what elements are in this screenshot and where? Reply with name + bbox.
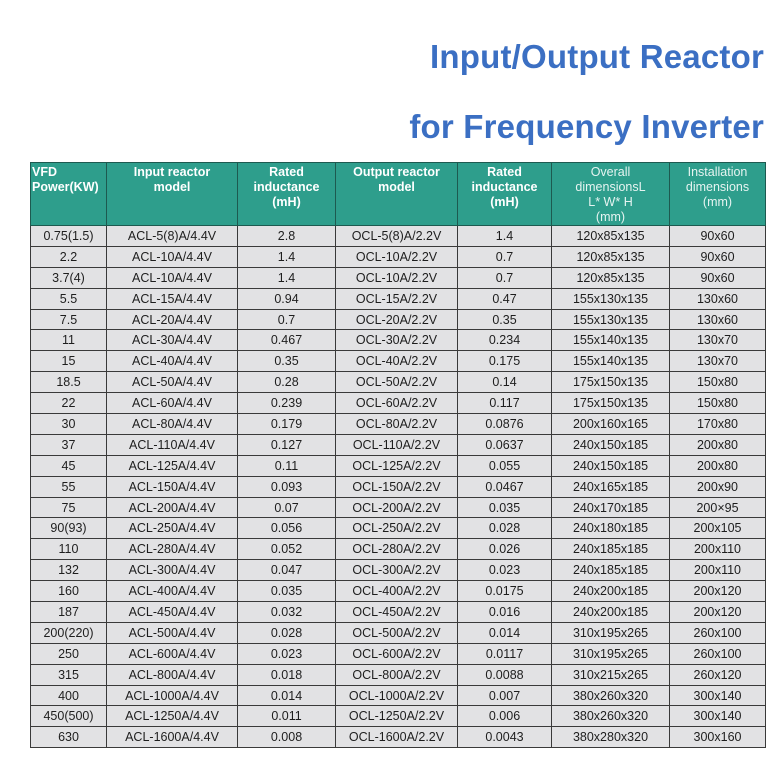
cell-output-inductance: 1.4 <box>458 226 552 247</box>
cell-input-inductance: 0.047 <box>238 560 336 581</box>
cell-input-model: ACL-80A/4.4V <box>107 414 238 435</box>
cell-output-model: OCL-600A/2.2V <box>336 643 458 664</box>
cell-input-inductance: 0.035 <box>238 581 336 602</box>
cell-installation-dimensions: 130x60 <box>670 309 766 330</box>
table-row <box>31 434 766 455</box>
cell-overall-dimensions: 310x195x265 <box>552 643 670 664</box>
cell-output-model: OCL-250A/2.2V <box>336 518 458 539</box>
cell-input-model: ACL-280A/4.4V <box>107 539 238 560</box>
table-row <box>31 288 766 309</box>
header-text: inductance <box>253 180 320 194</box>
cell-overall-dimensions: 380x260x320 <box>552 706 670 727</box>
cell-overall-dimensions: 240x165x185 <box>552 476 670 497</box>
cell-installation-dimensions: 170x80 <box>670 414 766 435</box>
cell-output-inductance: 0.007 <box>458 685 552 706</box>
cell-input-inductance: 0.014 <box>238 685 336 706</box>
cell-input-inductance: 0.11 <box>238 455 336 476</box>
cell-overall-dimensions: 120x85x135 <box>552 226 670 247</box>
table-row <box>31 727 766 748</box>
cell-output-inductance: 0.023 <box>458 560 552 581</box>
cell-installation-dimensions: 130x70 <box>670 330 766 351</box>
cell-output-inductance: 0.055 <box>458 455 552 476</box>
cell-overall-dimensions: 380x280x320 <box>552 727 670 748</box>
cell-installation-dimensions: 200x110 <box>670 539 766 560</box>
table-row <box>31 351 766 372</box>
cell-overall-dimensions: 240x185x185 <box>552 539 670 560</box>
cell-installation-dimensions: 150x80 <box>670 393 766 414</box>
cell-installation-dimensions: 200x120 <box>670 602 766 623</box>
cell-installation-dimensions: 200x90 <box>670 476 766 497</box>
cell-input-inductance: 2.8 <box>238 226 336 247</box>
cell-installation-dimensions: 130x70 <box>670 351 766 372</box>
reactor-spec-table <box>30 162 766 748</box>
cell-overall-dimensions: 155x140x135 <box>552 330 670 351</box>
cell-output-model: OCL-150A/2.2V <box>336 476 458 497</box>
table-row <box>31 267 766 288</box>
cell-installation-dimensions: 200x105 <box>670 518 766 539</box>
cell-overall-dimensions: 310x215x265 <box>552 664 670 685</box>
cell-overall-dimensions: 240x170x185 <box>552 497 670 518</box>
header-installation-dimensions <box>670 163 766 226</box>
cell-input-model: ACL-1250A/4.4V <box>107 706 238 727</box>
header-text: Rated <box>487 165 522 179</box>
cell-installation-dimensions: 300x140 <box>670 706 766 727</box>
cell-input-model: ACL-5(8)A/4.4V <box>107 226 238 247</box>
cell-input-model: ACL-450A/4.4V <box>107 602 238 623</box>
cell-vfd-power: 75 <box>31 497 107 518</box>
cell-input-inductance: 1.4 <box>238 246 336 267</box>
cell-vfd-power: 18.5 <box>31 372 107 393</box>
cell-vfd-power: 5.5 <box>31 288 107 309</box>
cell-installation-dimensions: 90x60 <box>670 226 766 247</box>
cell-input-model: ACL-15A/4.4V <box>107 288 238 309</box>
header-text: Rated <box>269 165 304 179</box>
cell-input-inductance: 0.023 <box>238 643 336 664</box>
cell-output-model: OCL-80A/2.2V <box>336 414 458 435</box>
cell-output-model: OCL-500A/2.2V <box>336 622 458 643</box>
cell-overall-dimensions: 200x160x165 <box>552 414 670 435</box>
cell-vfd-power: 90(93) <box>31 518 107 539</box>
table-row <box>31 560 766 581</box>
cell-input-inductance: 0.028 <box>238 622 336 643</box>
cell-output-inductance: 0.117 <box>458 393 552 414</box>
cell-input-model: ACL-1000A/4.4V <box>107 685 238 706</box>
cell-input-model: ACL-200A/4.4V <box>107 497 238 518</box>
table-row <box>31 497 766 518</box>
table-row <box>31 246 766 267</box>
table-row <box>31 602 766 623</box>
cell-input-model: ACL-50A/4.4V <box>107 372 238 393</box>
cell-output-inductance: 0.0876 <box>458 414 552 435</box>
cell-vfd-power: 400 <box>31 685 107 706</box>
cell-installation-dimensions: 260x100 <box>670 622 766 643</box>
cell-input-model: ACL-800A/4.4V <box>107 664 238 685</box>
table-row <box>31 393 766 414</box>
cell-installation-dimensions: 90x60 <box>670 246 766 267</box>
cell-vfd-power: 7.5 <box>31 309 107 330</box>
cell-installation-dimensions: 300x140 <box>670 685 766 706</box>
cell-input-model: ACL-60A/4.4V <box>107 393 238 414</box>
title-line-1: Input/Output Reactor <box>430 38 764 75</box>
cell-output-inductance: 0.14 <box>458 372 552 393</box>
cell-input-model: ACL-1600A/4.4V <box>107 727 238 748</box>
cell-output-inductance: 0.175 <box>458 351 552 372</box>
cell-vfd-power: 160 <box>31 581 107 602</box>
cell-output-inductance: 0.7 <box>458 267 552 288</box>
cell-installation-dimensions: 200×95 <box>670 497 766 518</box>
cell-overall-dimensions: 175x150x135 <box>552 393 670 414</box>
header-text: model <box>378 180 415 194</box>
cell-input-model: ACL-125A/4.4V <box>107 455 238 476</box>
cell-vfd-power: 3.7(4) <box>31 267 107 288</box>
cell-input-inductance: 0.467 <box>238 330 336 351</box>
cell-installation-dimensions: 200x80 <box>670 455 766 476</box>
cell-installation-dimensions: 150x80 <box>670 372 766 393</box>
header-input-rated-inductance <box>238 163 336 226</box>
header-text: model <box>153 180 191 194</box>
cell-output-model: OCL-50A/2.2V <box>336 372 458 393</box>
header-output-reactor-model <box>336 163 458 226</box>
cell-overall-dimensions: 240x150x185 <box>552 434 670 455</box>
cell-overall-dimensions: 380x260x320 <box>552 685 670 706</box>
cell-input-inductance: 0.056 <box>238 518 336 539</box>
cell-input-inductance: 0.179 <box>238 414 336 435</box>
cell-input-inductance: 0.28 <box>238 372 336 393</box>
cell-output-inductance: 0.0117 <box>458 643 552 664</box>
table-body <box>31 226 766 748</box>
header-overall-dimensions <box>552 163 670 226</box>
table-row <box>31 330 766 351</box>
cell-vfd-power: 0.75(1.5) <box>31 226 107 247</box>
table-row <box>31 226 766 247</box>
title-line-2: for Frequency Inverter <box>409 108 764 145</box>
table-header <box>31 163 766 226</box>
cell-overall-dimensions: 240x200x185 <box>552 602 670 623</box>
cell-input-inductance: 0.94 <box>238 288 336 309</box>
table-row <box>31 643 766 664</box>
cell-input-inductance: 0.35 <box>238 351 336 372</box>
cell-overall-dimensions: 120x85x135 <box>552 267 670 288</box>
cell-output-inductance: 0.0637 <box>458 434 552 455</box>
header-text: (mm) <box>595 210 626 224</box>
cell-overall-dimensions: 310x195x265 <box>552 622 670 643</box>
header-text: Input reactor <box>133 165 211 179</box>
cell-installation-dimensions: 260x100 <box>670 643 766 664</box>
cell-output-model: OCL-10A/2.2V <box>336 246 458 267</box>
cell-overall-dimensions: 155x140x135 <box>552 351 670 372</box>
cell-output-inductance: 0.006 <box>458 706 552 727</box>
cell-input-model: ACL-250A/4.4V <box>107 518 238 539</box>
cell-input-inductance: 0.018 <box>238 664 336 685</box>
cell-vfd-power: 15 <box>31 351 107 372</box>
cell-vfd-power: 2.2 <box>31 246 107 267</box>
table-row <box>31 581 766 602</box>
table-row <box>31 706 766 727</box>
cell-input-inductance: 0.07 <box>238 497 336 518</box>
cell-input-model: ACL-300A/4.4V <box>107 560 238 581</box>
cell-output-model: OCL-5(8)A/2.2V <box>336 226 458 247</box>
header-text: Power(KW) <box>32 180 99 194</box>
cell-vfd-power: 22 <box>31 393 107 414</box>
cell-output-model: OCL-1250A/2.2V <box>336 706 458 727</box>
header-text: (mm) <box>702 195 733 209</box>
cell-input-inductance: 0.7 <box>238 309 336 330</box>
cell-output-model: OCL-60A/2.2V <box>336 393 458 414</box>
table-row <box>31 309 766 330</box>
cell-output-inductance: 0.0175 <box>458 581 552 602</box>
cell-input-inductance: 0.093 <box>238 476 336 497</box>
cell-overall-dimensions: 155x130x135 <box>552 288 670 309</box>
cell-output-inductance: 0.026 <box>458 539 552 560</box>
cell-installation-dimensions: 300x160 <box>670 727 766 748</box>
header-output-rated-inductance <box>458 163 552 226</box>
cell-output-model: OCL-40A/2.2V <box>336 351 458 372</box>
cell-input-model: ACL-10A/4.4V <box>107 246 238 267</box>
cell-vfd-power: 55 <box>31 476 107 497</box>
cell-output-inductance: 0.014 <box>458 622 552 643</box>
cell-installation-dimensions: 200x120 <box>670 581 766 602</box>
cell-input-model: ACL-500A/4.4V <box>107 622 238 643</box>
cell-overall-dimensions: 240x150x185 <box>552 455 670 476</box>
cell-overall-dimensions: 155x130x135 <box>552 309 670 330</box>
table-row <box>31 622 766 643</box>
cell-output-inductance: 0.0088 <box>458 664 552 685</box>
header-input-reactor-model <box>107 163 238 226</box>
cell-input-model: ACL-30A/4.4V <box>107 330 238 351</box>
cell-overall-dimensions: 120x85x135 <box>552 246 670 267</box>
cell-vfd-power: 315 <box>31 664 107 685</box>
cell-installation-dimensions: 200x110 <box>670 560 766 581</box>
header-text: dimensions <box>685 180 750 194</box>
cell-input-model: ACL-400A/4.4V <box>107 581 238 602</box>
cell-output-model: OCL-10A/2.2V <box>336 267 458 288</box>
cell-input-inductance: 0.008 <box>238 727 336 748</box>
cell-input-inductance: 0.032 <box>238 602 336 623</box>
cell-input-inductance: 0.127 <box>238 434 336 455</box>
cell-output-model: OCL-300A/2.2V <box>336 560 458 581</box>
cell-installation-dimensions: 90x60 <box>670 267 766 288</box>
table-row <box>31 476 766 497</box>
cell-installation-dimensions: 200x80 <box>670 434 766 455</box>
cell-vfd-power: 110 <box>31 539 107 560</box>
cell-output-model: OCL-400A/2.2V <box>336 581 458 602</box>
cell-installation-dimensions: 260x120 <box>670 664 766 685</box>
cell-output-inductance: 0.0043 <box>458 727 552 748</box>
cell-output-model: OCL-1000A/2.2V <box>336 685 458 706</box>
cell-input-model: ACL-10A/4.4V <box>107 267 238 288</box>
cell-output-model: OCL-110A/2.2V <box>336 434 458 455</box>
cell-output-inductance: 0.234 <box>458 330 552 351</box>
cell-overall-dimensions: 240x180x185 <box>552 518 670 539</box>
header-text: inductance <box>471 180 538 194</box>
cell-vfd-power: 187 <box>31 602 107 623</box>
cell-output-model: OCL-30A/2.2V <box>336 330 458 351</box>
cell-output-model: OCL-800A/2.2V <box>336 664 458 685</box>
header-text: L* W* H <box>588 195 633 209</box>
table-row <box>31 414 766 435</box>
table-row <box>31 455 766 476</box>
header-text: Installation <box>687 165 748 179</box>
cell-output-model: OCL-15A/2.2V <box>336 288 458 309</box>
cell-input-inductance: 1.4 <box>238 267 336 288</box>
cell-input-inductance: 0.052 <box>238 539 336 560</box>
table-row <box>31 539 766 560</box>
header-text: (mH) <box>272 195 301 209</box>
table-row <box>31 664 766 685</box>
cell-input-inductance: 0.011 <box>238 706 336 727</box>
cell-output-model: OCL-125A/2.2V <box>336 455 458 476</box>
table-row <box>31 685 766 706</box>
cell-output-inductance: 0.035 <box>458 497 552 518</box>
cell-input-model: ACL-40A/4.4V <box>107 351 238 372</box>
cell-input-model: ACL-600A/4.4V <box>107 643 238 664</box>
header-text: Output reactor <box>353 165 440 179</box>
header-text: (mH) <box>490 195 519 209</box>
cell-input-inductance: 0.239 <box>238 393 336 414</box>
cell-vfd-power: 630 <box>31 727 107 748</box>
cell-output-inductance: 0.7 <box>458 246 552 267</box>
cell-output-model: OCL-200A/2.2V <box>336 497 458 518</box>
cell-vfd-power: 132 <box>31 560 107 581</box>
cell-vfd-power: 37 <box>31 434 107 455</box>
cell-output-inductance: 0.028 <box>458 518 552 539</box>
cell-vfd-power: 45 <box>31 455 107 476</box>
cell-output-model: OCL-1600A/2.2V <box>336 727 458 748</box>
header-vfd-power <box>31 163 107 226</box>
cell-vfd-power: 200(220) <box>31 622 107 643</box>
cell-input-model: ACL-150A/4.4V <box>107 476 238 497</box>
cell-output-inductance: 0.016 <box>458 602 552 623</box>
cell-input-model: ACL-20A/4.4V <box>107 309 238 330</box>
cell-output-inductance: 0.47 <box>458 288 552 309</box>
cell-input-model: ACL-110A/4.4V <box>107 434 238 455</box>
cell-installation-dimensions: 130x60 <box>670 288 766 309</box>
cell-vfd-power: 11 <box>31 330 107 351</box>
cell-output-inductance: 0.0467 <box>458 476 552 497</box>
header-text: VFD <box>32 165 57 179</box>
cell-overall-dimensions: 240x200x185 <box>552 581 670 602</box>
cell-output-model: OCL-450A/2.2V <box>336 602 458 623</box>
header-text: Overall dimensionsL <box>575 165 646 194</box>
cell-overall-dimensions: 240x185x185 <box>552 560 670 581</box>
cell-output-inductance: 0.35 <box>458 309 552 330</box>
cell-overall-dimensions: 175x150x135 <box>552 372 670 393</box>
cell-vfd-power: 250 <box>31 643 107 664</box>
cell-output-model: OCL-20A/2.2V <box>336 309 458 330</box>
cell-vfd-power: 450(500) <box>31 706 107 727</box>
table-row <box>31 518 766 539</box>
table-row <box>31 372 766 393</box>
cell-vfd-power: 30 <box>31 414 107 435</box>
cell-output-model: OCL-280A/2.2V <box>336 539 458 560</box>
